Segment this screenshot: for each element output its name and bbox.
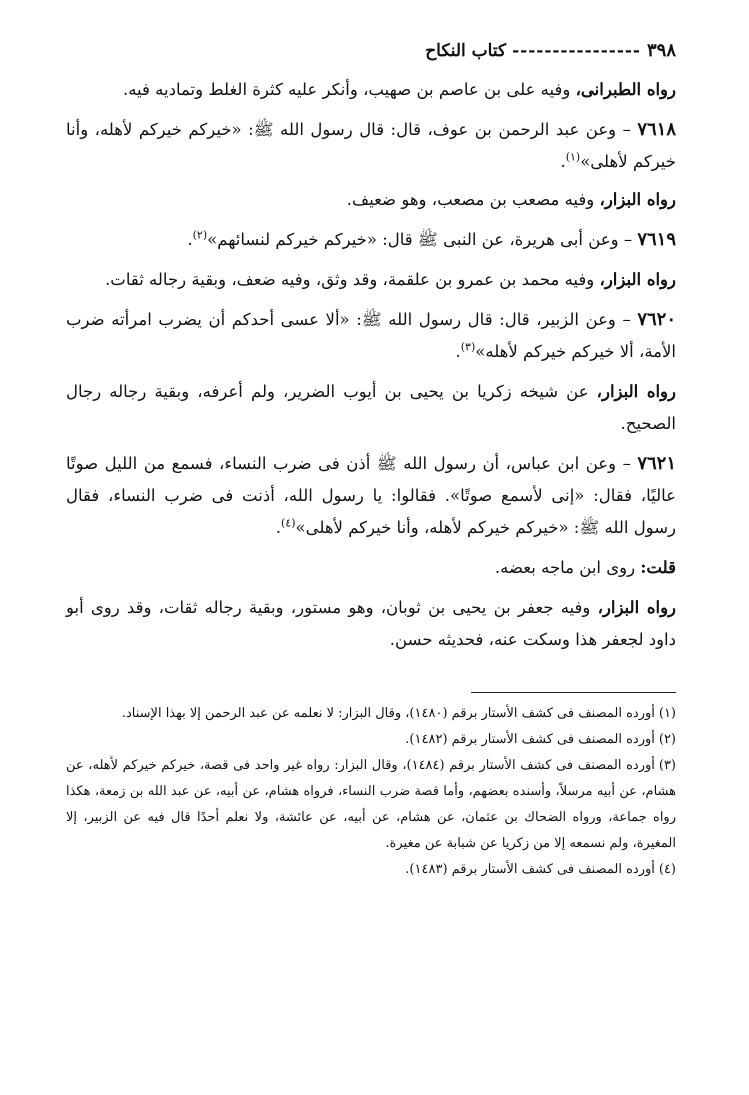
footnote-ref[interactable]: (١) (565, 150, 581, 164)
hadith-7618 (66, 114, 676, 178)
hadith-number: ٧٦٢٠ (637, 309, 676, 330)
source-lead: رواه البزار، (599, 190, 676, 209)
page-number: ٣٩٨ (646, 40, 676, 61)
paragraph-end: . (560, 152, 566, 171)
footnote (66, 701, 676, 727)
paragraph (66, 376, 676, 440)
paragraph-text: – وعن الزبير، قال: قال رسول الله ﷺ: «ألا عسى أحدكم أن يضرب امرأته ضرب الأمة، ألا خيركم خيركم لأهله» (66, 310, 676, 361)
footnote-divider (471, 692, 676, 693)
source-lead: رواه البزار، (597, 598, 676, 617)
footnote-text: أورده المصنف فى كشف الأستار برقم (١٤٨٣). (405, 862, 655, 877)
paragraph-text: – وعن عبد الرحمن بن عوف، قال: قال رسول الله ﷺ: «خيركم خيركم لأهله، وأنا خيركم لأهلى» (66, 120, 676, 171)
paragraph-end: . (455, 342, 461, 361)
paragraph (66, 184, 676, 216)
hadith-7620 (66, 304, 676, 368)
footnote-number: (١) (658, 706, 676, 721)
footnote-text: أورده المصنف فى كشف الأستار برقم (١٤٨٢). (405, 732, 655, 747)
main-text (66, 74, 676, 656)
page-header (66, 40, 676, 74)
footnote-text: أورده المصنف فى كشف الأستار برقم (١٤٨٠)، وقال البزار: لا نعلمه عن عبد الرحمن إلا بهذا الإسناد. (121, 706, 655, 721)
hadith-7621 (66, 448, 676, 544)
footnote-ref[interactable]: (٤) (281, 516, 296, 530)
header-separator: ---------------- (512, 41, 641, 61)
paragraph-text: وفيه مصعب بن مصعب، وهو ضعيف. (346, 190, 600, 209)
footnote (66, 753, 676, 857)
paragraph (66, 264, 676, 296)
book-title: كتاب النكاح (425, 41, 507, 61)
document-page (66, 40, 676, 1080)
paragraph (66, 74, 676, 106)
footnotes (66, 701, 676, 883)
paragraph (66, 552, 676, 584)
hadith-number: ٧٦١٨ (637, 119, 676, 140)
paragraph-end: . (187, 230, 193, 249)
hadith-number: ٧٦٢١ (637, 453, 676, 474)
footnote-number: (٢) (658, 732, 676, 747)
footnote (66, 857, 676, 883)
footnote-number: (٤) (658, 862, 676, 877)
footnote-text: أورده المصنف فى كشف الأستار برقم (١٤٨٤)، وقال البزار: رواه غير واحد فى قصة، خيركم خيركم لأهله، عن هشام، عن أبيه مرسلاً، وأسنده بعضهم، وأما قصة ضرب النساء، فرواه هشام، عن أبيه، عن عبد الله بن زمعة، هكذا رواه جماعة، ورواه الضحاك بن عثمان، عن هشام، عن أبيه، عن عائشة، ولا نعلم أحدًا قال فيه عن الزبير، إلا المغيرة، ولم نسمعه إلا من زكريا عن شبابة عن مغيرة. (66, 758, 676, 851)
paragraph-text: عن شيخه زكريا بن يحيى بن أيوب الضرير، ولم أعرفه، وبقية رجاله رجال الصحيح. (66, 382, 676, 433)
note-lead: قلت: (640, 558, 676, 577)
paragraph-text: وفيه على بن عاصم بن صهيب، وأنكر عليه كثرة الغلط وتماديه فيه. (122, 80, 576, 99)
source-lead: رواه البزار، (596, 382, 676, 401)
footnote-ref[interactable]: (٣) (460, 340, 476, 354)
paragraph-text: – وعن أبى هريرة، عن النبى ﷺ قال: «خيركم خيركم لنسائهم» (207, 230, 638, 249)
paragraph (66, 592, 676, 656)
paragraph-end: . (275, 518, 282, 537)
paragraph-text: – وعن ابن عباس، أن رسول الله ﷺ أذن فى ضرب النساء، فسمع من الليل صوتًا عاليًا، فقال: «إنى لأسمع صوتًا». فقالوا: يا رسول الله، أذنت فى ضرب النساء، فقال رسول الله ﷺ: «خيركم خيركم لأهله، وأنا خيركم لأهلى» (66, 454, 676, 537)
source-lead: رواه الطبرانى، (575, 80, 676, 99)
paragraph-text: روى ابن ماجه بعضه. (494, 558, 641, 577)
hadith-number: ٧٦١٩ (637, 229, 676, 250)
footnote-number: (٣) (658, 758, 676, 773)
footnote (66, 727, 676, 753)
footnote-ref[interactable]: (٢) (192, 228, 208, 242)
paragraph-text: وفيه محمد بن عمرو بن علقمة، وقد وثق، وفيه ضعف، وبقية رجاله ثقات. (105, 270, 600, 289)
hadith-7619 (66, 224, 676, 256)
paragraph-text: وفيه جعفر بن يحيى بن ثوبان، وهو مستور، وبقية رجاله ثقات، وقد روى أبو داود لجعفر هذا وسكت عنه، فحديثه حسن. (66, 598, 676, 649)
source-lead: رواه البزار، (599, 270, 676, 289)
